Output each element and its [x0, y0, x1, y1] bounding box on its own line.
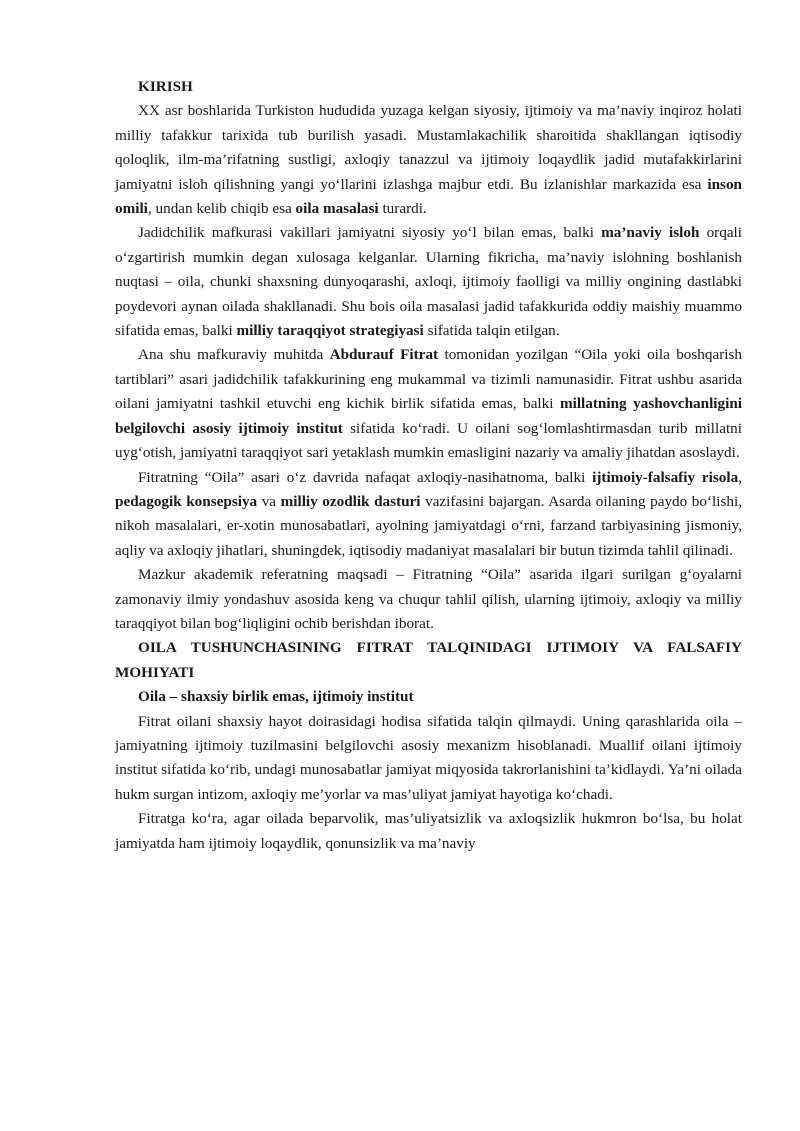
- paragraph-7: Fitratga ko‘ra, agar oilada beparvolik, mas’uliyatsizlik va axloqsizlik hukmron bo‘lsa, bu holat jamiyatda ham ijtimoiy loqaydlik, qonunsizlik va ma’naviy: [115, 810, 742, 852]
- paragraph-2: Jadidchilik mafkurasi vakillari jamiyatni siyosiy yo‘l bilan emas, balki ma’naviy isloh orqali o‘zgartirish mumkin degan xulosaga kelganlar. Ularning fikricha, ma’naviy islohning boshlanish nuqtasi – oila, chunki shaxsning dunyoqarashi, axloqi, ijtimoiy faolligi va milliy ongining dastlabki poydevori aynan oilada shakllanadi. Shu bois oila masalasi jadid tafakkurida oddiy maishiy muammo sifatida emas, balki milliy taraqqiyot strategiyasi sifatida talqin etilgan.: [115, 224, 742, 340]
- paragraph-3: Ana shu mafkuraviy muhitda Abdurauf Fitrat tomonidan yozilgan “Oila yoki oila boshqarish tartiblari” asari jadidchilik tafakkurining eng mukammal va tizimli namunasidir. Fitrat ushbu asarida oilani jamiyatni tashkil etuvchi eng kichik birlik sifatida emas, balki millatning yashovchanligini belgilovchi asosiy ijtimoiy institut sifatida ko‘radi. U oilani sog‘lomlashtirmasdan turib millatni uyg‘otish, jamiyatni taraqqiyot sari yetaklash mumkin emasligini nazariy va amaliy jihatdan asoslaydi.: [115, 346, 743, 462]
- section-heading: OILA TUSHUNCHASINING FITRAT TALQINIDAGI IJTIMOIY VA FALSAFIY MOHIYATI: [115, 639, 742, 681]
- intro-heading: KIRISH: [138, 78, 193, 95]
- paragraph-4: Fitratning “Oila” asari o‘z davrida nafaqat axloqiy-nasihatnoma, balki ijtimoiy-falsafiy risola, pedagogik konsepsiya va milliy ozodlik dasturi vazifasini bajargan. Asarda oilaning paydo bo‘lishi, nikoh masalalari, er-xotin munosabatlari, ayolning jamiyatdagi o‘rni, farzand tarbiyasining jismoniy, aqliy va axloqiy jihatlari, shuningdek, iqtisodiy madaniyat masalalari bir butun tizimda tahlil qilinadi.: [115, 468, 742, 559]
- subsection-heading: Oila – shaxsiy birlik emas, ijtimoiy institut: [138, 688, 414, 706]
- document-page: [115, 75, 742, 856]
- paragraph-5: Mazkur akademik referatning maqsadi – Fitratning “Oila” asarida ilgari surilgan g‘oyalarni zamonaviy ilmiy yondashuv asosida keng va chuqur tahlil qilish, ularning ijtimoiy, axloqiy va milliy taraqqiyot bilan bog‘liqligini ochib berishdan iborat.: [115, 566, 742, 632]
- paragraph-6: Fitrat oilani shaxsiy hayot doirasidagi hodisa sifatida talqin qilmaydi. Uning qarashlarida oila – jamiyatning ijtimoiy tuzilmasini belgilovchi asosiy mexanizm hisoblanadi. Muallif oilani ijtimoiy institut sifatida ko‘rib, undagi munosabatlar jamiyat miqyosida takrorlanishini ta’kidlaydi. Ya’ni oilada hukm surgan intizom, axloqiy me’yorlar va mas’uliyat jamiyat hayotiga ko‘chadi.: [115, 712, 742, 803]
- paragraph-1: XX asr boshlarida Turkiston hududida yuzaga kelgan siyosiy, ijtimoiy va ma’naviy inqiroz holati milliy tafakkur tarixida tub burilish yasadi. Mustamlakachilik sharoitida shakllangan iqtisodiy qoloqlik, ilm-ma’rifatning sustligi, axloqiy tanazzul va ijtimoiy loqaydlik jadid mutafakkirlarini jamiyatni isloh qilishning yangi yo‘llarini izlashga majbur etdi. Bu izlanishlar markazida esa inson omili, undan kelib chiqib esa oila masalasi turardi.: [115, 102, 742, 218]
